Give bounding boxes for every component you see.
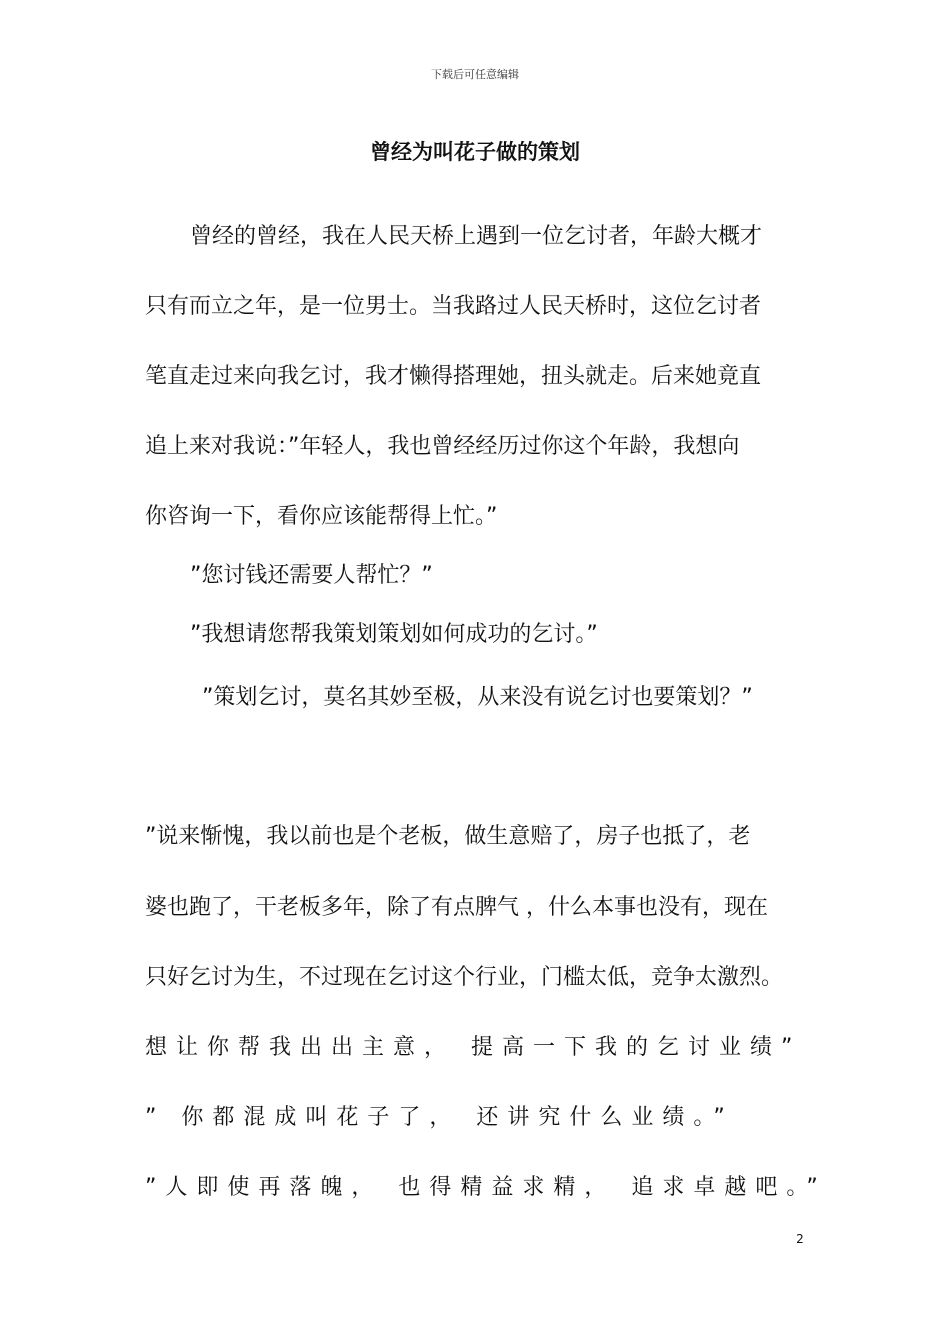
- paragraph-line: ”说来惭愧，我以前也是个老板，做生意赔了，房子也抵了，老: [145, 824, 751, 849]
- paragraph-line: 笔直走过来向我乞讨，我才懒得搭理她，扭头就走。后来她竟直: [145, 364, 762, 389]
- paragraph-line: 追上来对我说：”年轻人，我也曾经经历过你这个年龄，我想向: [145, 434, 740, 459]
- document-title: 曾经为叫花子做的策划: [370, 140, 580, 164]
- paragraph-line: 婆也跑了，干老板多年，除了有点脾气 ，什么本事也没有，现在: [145, 895, 768, 920]
- paragraph-line: 你咨询一下，看你应该能帮得上忙。”: [145, 504, 498, 529]
- paragraph-line: 曾经的曾经，我在人民天桥上遇到一位乞讨者，年龄大概才: [190, 224, 763, 249]
- paragraph-line: 只有而立之年，是一位男士。当我路过人民天桥时，这位乞讨者: [145, 294, 762, 319]
- page-header: 下载后可任意编辑: [431, 68, 519, 81]
- dialogue-line: ”您讨钱还需要人帮忙？”: [190, 563, 433, 588]
- dialogue-line: ” 你都混成叫花子了， 还讲究什么业绩。”: [145, 1105, 734, 1130]
- page-number: 2: [796, 1232, 804, 1246]
- dialogue-line: ”我想请您帮我策划策划如何成功的乞讨。”: [190, 622, 598, 647]
- dialogue-line: ”策划乞讨，莫名其妙至极，从来没有说乞讨也要策划？”: [202, 685, 753, 710]
- dialogue-line: ”人即使再落魄， 也得精益求精， 追求卓越吧。”: [145, 1175, 827, 1200]
- paragraph-line: 只好乞讨为生，不过现在乞讨这个行业，门槛太低，竞争太激烈。: [145, 965, 784, 990]
- paragraph-line: 想让你帮我出出主意， 提高一下我的乞讨业绩”: [145, 1035, 802, 1060]
